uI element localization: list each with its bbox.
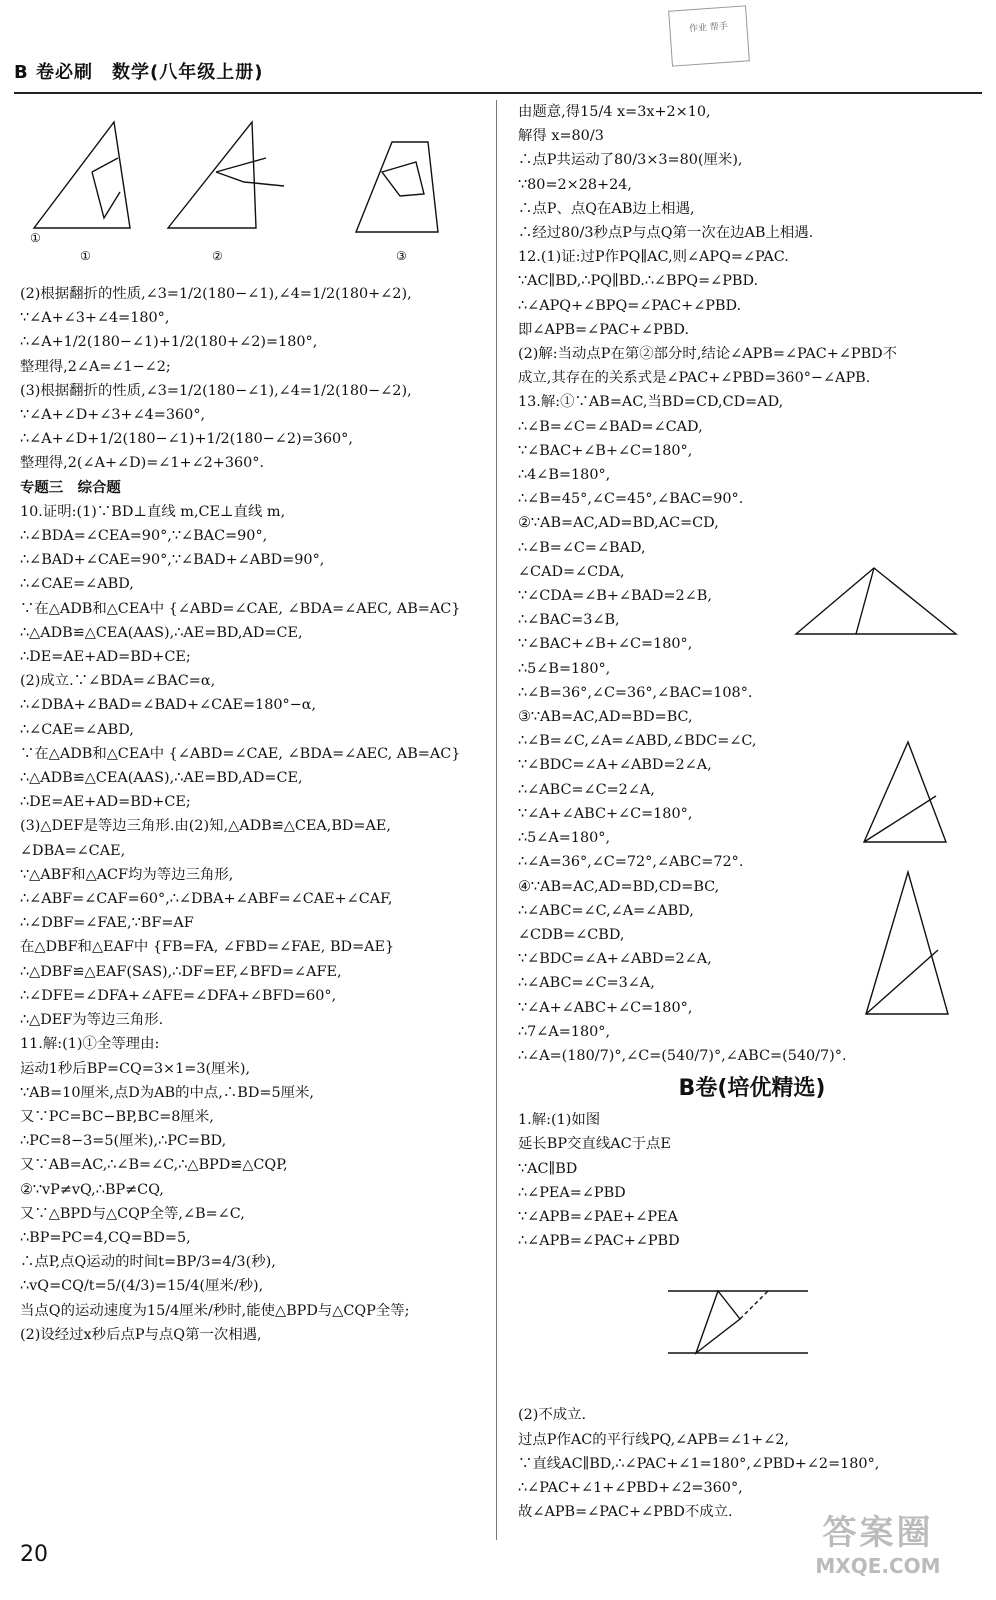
text-line: ∵AC∥BD,∴PQ∥BD.∴∠BPQ=∠PBD. <box>518 273 759 290</box>
text-line: ∴点P、点Q在AB边上相遇, <box>518 200 695 217</box>
text-line: ∴∠PEA=∠PBD <box>518 1184 626 1201</box>
text-line: ∴∠CAE=∠ABD, <box>20 576 134 593</box>
text-line: ∵∠BDC=∠A+∠ABD=2∠A, <box>518 757 712 774</box>
text-line: (2)成立.∵∠BDA=∠BAC=α, <box>20 673 216 690</box>
text-line: 延长BP交直线AC于点E <box>518 1136 671 1153</box>
text-line: ∴∠ABF=∠CAF=60°,∴∠DBA+∠ABF=∠CAE+∠CAF, <box>20 891 393 908</box>
left-column <box>20 100 486 1347</box>
fig2-caption: ② <box>212 249 223 263</box>
text-line: ∵80=2×28+24, <box>518 176 632 193</box>
text-line: ∴DE=AE+AD=BD+CE; <box>20 794 191 811</box>
text-line: 当点Q的运动速度为15/4厘米/秒时,能使△BPD与△CQP全等; <box>20 1302 410 1319</box>
text-line: ∴∠BAD+∠CAE=90°,∵∠BAD+∠ABD=90°, <box>20 552 325 569</box>
text-line: ∵∠BAC+∠B+∠C=180°, <box>518 442 693 459</box>
text-line: ∴∠B=∠C=∠BAD=∠CAD, <box>518 418 703 435</box>
text-line: ∴vQ=CQ/t=5/(4/3)=15/4(厘米/秒), <box>20 1278 264 1295</box>
fig1-label: ① <box>30 231 41 245</box>
text-line: ∴∠CAE=∠ABD, <box>20 721 134 738</box>
text-line: ∴∠A+∠D+1/2(180−∠1)+1/2(180−∠2)=360°, <box>20 431 353 448</box>
text-line: ∴∠B=45°,∠C=45°,∠BAC=90°. <box>518 491 744 508</box>
text-line: ∵AC∥BD <box>518 1160 578 1177</box>
text-line: ∵∠A+∠D+∠3+∠4=360°, <box>20 407 206 424</box>
watermark-logo: 答案圈 MXQE.COM <box>815 1513 941 1578</box>
text-line: ∴∠A=(180/7)°,∠C=(540/7)°,∠ABC=(540/7)°. <box>518 1047 847 1064</box>
text-line: ∴点P共运动了80/3×3=80(厘米), <box>518 152 743 169</box>
triangle-13-2 <box>780 560 970 660</box>
text-line: ∵∠A+∠ABC+∠C=180°, <box>518 999 693 1016</box>
text-line: 又∵△BPD与△CQP全等,∠B=∠C, <box>20 1205 245 1222</box>
text-line: ∵直线AC∥BD,∴∠PAC+∠1=180°,∠PBD+∠2=180°, <box>518 1455 880 1472</box>
text-line: ∴∠DBF=∠FAE,∵BF=AF <box>20 915 194 932</box>
text-line: ∠CAD=∠CDA, <box>518 563 625 580</box>
text-line: ∵∠A+∠ABC+∠C=180°, <box>518 805 693 822</box>
triangle-13-4 <box>852 868 972 1018</box>
text-line: 11.解:(1)①全等理由: <box>20 1036 160 1053</box>
text-line: ∵AB=10厘米,点D为AB的中点,∴BD=5厘米, <box>20 1084 314 1101</box>
text-line: 专题三 综合题 <box>20 478 121 496</box>
text-line: 10.证明:(1)∵BD⊥直线 m,CE⊥直线 m, <box>20 503 286 520</box>
text-line: 过点P作AC的平行线PQ,∠APB=∠1+∠2, <box>518 1431 789 1448</box>
text-line: ∴BP=PC=4,CQ=BD=5, <box>20 1229 191 1246</box>
text-line: 整理得,2∠A=∠1−∠2; <box>20 358 171 375</box>
text-line: ∴PC=8−3=5(厘米),∴PC=BD, <box>20 1133 227 1150</box>
page-number: 20 <box>20 1542 48 1567</box>
top-figures <box>20 100 486 282</box>
text-line: 故∠APB=∠PAC+∠PBD不成立. <box>518 1504 733 1521</box>
text-line: ∴∠A+1/2(180−∠1)+1/2(180+∠2)=180°, <box>20 334 318 351</box>
text-line: (3)根据翻折的性质,∠3=1/2(180−∠1),∠4=1/2(180−∠2), <box>20 382 412 399</box>
text-line: 成立,其存在的关系式是∠PAC+∠PBD=360°−∠APB. <box>518 370 871 387</box>
text-line: ∴∠APQ+∠BPQ=∠PAC+∠PBD. <box>518 297 742 314</box>
text-line: 13.解:①∵AB=AC,当BD=CD,CD=AD, <box>518 394 784 411</box>
text-line: ∴点P,点Q运动的时间t=BP/3=4/3(秒), <box>20 1254 276 1271</box>
text-line: ∠CDB=∠CBD, <box>518 926 625 943</box>
text-line: ∵在△ADB和△CEA中 {∠ABD=∠CAE, ∠BDA=∠AEC, AB=AC} <box>20 600 461 617</box>
text-line: ∴7∠A=180°, <box>518 1023 611 1040</box>
text-line: ∴5∠B=180°, <box>518 660 611 677</box>
text-line: ∴∠ABC=∠C,∠A=∠ABD, <box>518 902 694 919</box>
text-line: ∵∠BAC+∠B+∠C=180°, <box>518 636 693 653</box>
text-line: ∴△ADB≌△CEA(AAS),∴AE=BD,AD=CE, <box>20 770 303 787</box>
text-line: 即∠APB=∠PAC+∠PBD. <box>518 321 689 338</box>
column-divider <box>496 100 497 1540</box>
text-line: 整理得,2(∠A+∠D)=∠1+∠2+360°. <box>20 455 265 472</box>
text-line: ∵∠BDC=∠A+∠ABD=2∠A, <box>518 951 712 968</box>
text-line: ④∵AB=AC,AD=BD,CD=BC, <box>518 878 720 895</box>
text-line: ∴DE=AE+AD=BD+CE; <box>20 649 191 666</box>
text-line: 运动1秒后BP=CQ=3×1=3(厘米), <box>20 1060 251 1077</box>
text-line: ②∵vP≠vQ,∴BP≠CQ, <box>20 1181 164 1198</box>
text-line: 1.解:(1)如图 <box>518 1112 601 1129</box>
text-line: ∵∠A+∠3+∠4=180°, <box>20 310 170 327</box>
text-line: (2)设经过x秒后点P与点Q第一次相遇, <box>20 1326 262 1343</box>
parallel-lines-figure <box>518 1253 986 1403</box>
text-line: 又∵AB=AC,∴∠B=∠C,∴△BPD≌△CQP, <box>20 1157 288 1174</box>
text-line: (2)根据翻折的性质,∠3=1/2(180−∠1),∠4=1/2(180+∠2), <box>20 286 412 302</box>
left-lines <box>20 282 486 1347</box>
text-line: ∴∠B=36°,∠C=36°,∠BAC=108°. <box>518 684 753 701</box>
text-line: (2)解:当动点P在第②部分时,结论∠APB=∠PAC+∠PBD不 <box>518 346 898 363</box>
text-line: ∴∠PAC+∠1+∠PBD+∠2=360°, <box>518 1479 743 1496</box>
text-line: ∴∠BDA=∠CEA=90°,∵∠BAC=90°, <box>20 528 268 545</box>
text-line: ∵△ABF和△ACF均为等边三角形, <box>20 866 234 883</box>
section-b-title: B卷(培优精选) <box>678 1076 826 1102</box>
text-line: ∴∠DFE=∠DFA+∠AFE=∠DFA+∠BFD=60°, <box>20 987 337 1004</box>
text-line: ∴∠BAC=3∠B, <box>518 612 620 629</box>
right-lines-b <box>518 1108 986 1253</box>
text-line: ∴经过80/3秒点P与点Q第一次在边AB上相遇. <box>518 225 814 242</box>
text-line: ∵∠APB=∠PAE+∠PEA <box>518 1208 678 1225</box>
text-line: ∴△DBF≌△EAF(SAS),∴DF=EF,∠BFD=∠AFE, <box>20 963 342 980</box>
fold-triangles-figure <box>20 100 486 282</box>
fig3-caption: ③ <box>396 249 407 263</box>
text-line: ∠DBA=∠CAE, <box>20 842 126 859</box>
text-line: 在△DBF和△EAF中 {FB=FA, ∠FBD=∠FAE, BD=AE} <box>20 939 395 956</box>
text-line: ∴∠ABC=∠C=2∠A, <box>518 781 655 798</box>
text-line: ∴∠DBA+∠BAD=∠BAD+∠CAE=180°−α, <box>20 697 317 714</box>
stamp-logo: 作业 帮手 <box>668 5 750 66</box>
text-line: ∴∠ABC=∠C=3∠A, <box>518 975 655 992</box>
text-line: ∴∠B=∠C,∠A=∠ABD,∠BDC=∠C, <box>518 733 757 750</box>
text-line: ③∵AB=AC,AD=BD=BC, <box>518 709 693 726</box>
text-line: ∴∠APB=∠PAC+∠PBD <box>518 1233 680 1250</box>
triangle-13-3 <box>842 736 972 856</box>
text-line: ∴∠B=∠C=∠BAD, <box>518 539 646 556</box>
text-line: (3)△DEF是等边三角形.由(2)知,△ADB≌△CEA,BD=AE, <box>20 818 391 835</box>
text-line: 由题意,得15/4 x=3x+2×10, <box>518 104 711 120</box>
text-line: ②∵AB=AC,AD=BD,AC=CD, <box>518 515 719 532</box>
fig1-caption: ① <box>80 249 91 263</box>
header-rule <box>14 92 982 94</box>
text-line: ∴5∠A=180°, <box>518 830 611 847</box>
text-line: 又∵PC=BC−BP,BC=8厘米, <box>20 1108 214 1125</box>
text-line: ∴△DEF为等边三角形. <box>20 1012 164 1029</box>
text-line: ∴∠A=36°,∠C=72°,∠ABC=72°. <box>518 854 744 871</box>
text-line: 12.(1)证:过P作PQ∥AC,则∠APQ=∠PAC. <box>518 249 789 266</box>
text-line: ∵在△ADB和△CEA中 {∠ABD=∠CAE, ∠BDA=∠AEC, AB=AC} <box>20 745 461 762</box>
text-line: (2)不成立. <box>518 1407 587 1424</box>
text-line: ∵∠CDA=∠B+∠BAD=2∠B, <box>518 588 712 605</box>
page-header: B 卷必刷 数学(八年级上册) <box>14 62 264 83</box>
text-line: 解得 x=80/3 <box>518 128 604 145</box>
text-line: ∴4∠B=180°, <box>518 467 611 484</box>
text-line: ∴△ADB≌△CEA(AAS),∴AE=BD,AD=CE, <box>20 624 303 641</box>
